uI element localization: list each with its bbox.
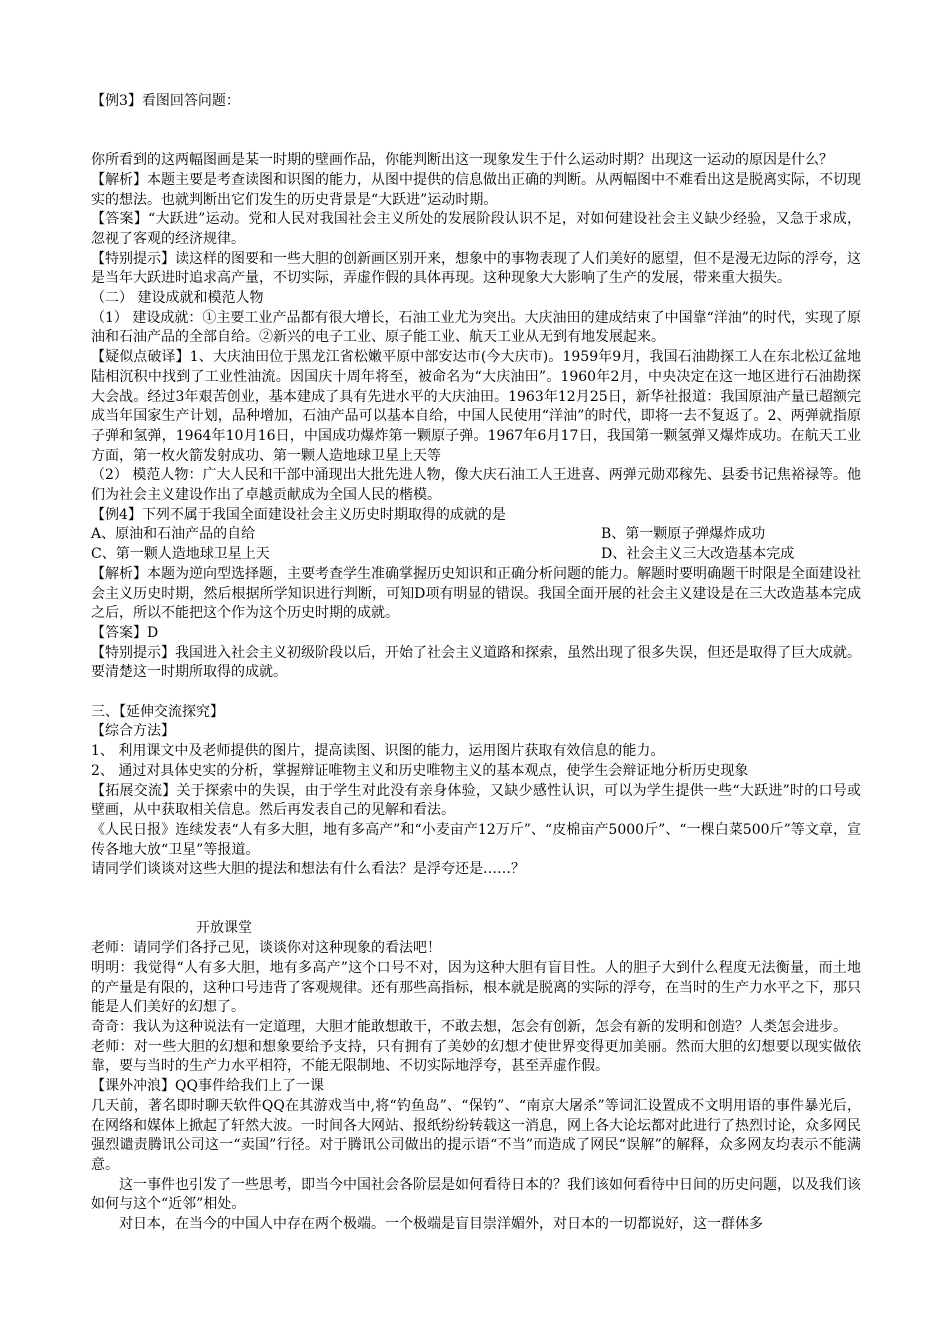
method-2: 2、 通过对具体史实的分析，掌握辩证唯物主义和历史唯物主义的基本观点，使学生会辩证地分析历史现象 xyxy=(91,762,749,779)
section3-heading: 三、【延伸交流探究】 xyxy=(91,703,224,720)
example3-title: 【例3】看图回答问题： xyxy=(91,93,240,109)
teacher-line-1: 老师：请同学们各抒己见，谈谈你对这种现象的看法吧！ xyxy=(91,940,441,957)
section2-models: （2） 模范人物：广大人民和干部中涌现出大批先进人物，像大庆石油工人王进喜、两弹元勋邓稼先、县委书记焦裕禄等。他们为社会主义建设作出了卓越贡献成为全国人民的楷模。 xyxy=(91,467,861,504)
spacer xyxy=(91,880,861,919)
section2-achievements: （1） 建设成就：①主要工业产品都有很大增长，石油工业尤为突出。大庆油田的建成结束了中国靠“洋油”的时代，实现了原油和石油产品的全部自给。②新兴的电子工业、原子能工业、航天工业从无到有地发展起来。 xyxy=(91,309,861,346)
people-daily: 《人民日报》连续发表“人有多大胆，地有多高产”和“小麦亩产12万斤”、“皮棉亩产5000斤”、“一棵白菜500斤”等文章，宣传各地大放“卫星”等报道。 xyxy=(91,821,861,858)
option-c: C、第一颗人造地球卫星上天 xyxy=(91,546,270,563)
qiqi-line: 奇奇：我认为这种说法有一定道理，大胆才能敢想敢干，不敢去想，怎会有创新，怎会有新的发明和创造？人类怎会进步。 xyxy=(91,1019,847,1035)
example4-analysis: 【解析】本题为逆向型选择题，主要考查学生准确掌握历史知识和正确分析问题的能力。解题时要明确题干时限是全面建设社会主义历史时期，然后根据所学知识进行判断，可知D项有明显的错误。我国全面开展的社会主义建设是在三大改造基本完成之后，所以不能把这个作为这个历史时期的成就。 xyxy=(91,565,861,622)
extra-para-1: 几天前，著名即时聊天软件QQ在其游戏当中,将“钓鱼岛”、“保钓”、“南京大屠杀”等词汇设置成不文明用语的事件暴光后，在网络和媒体上掀起了轩然大波。一时间各大网站、报纸纷纷转载这一消息，网上各大论坛都对此进行了热烈讨论，众多网民强烈谴责腾讯公司这一“卖国”行径。对于腾讯公司做出的提示语“不当”而造成了网民“误解”的解释，众多网友均表示不能满意。 xyxy=(91,1097,861,1173)
document-page xyxy=(91,92,861,1235)
section2-heading: （二） 建设成就和模范人物 xyxy=(91,290,264,307)
example4-question: 【例4】下列不属于我国全面建设社会主义历史时期取得的成就的是 xyxy=(91,506,506,523)
example4-options-row1 xyxy=(91,525,861,545)
example4-options-row2 xyxy=(91,545,861,565)
image-gap xyxy=(91,112,861,151)
extra-heading: 【课外冲浪】QQ事件给我们上了一课 xyxy=(91,1078,324,1095)
example3-analysis: 【解析】本题主要是考查读图和识图的能力，从图中提供的信息做出正确的判断。从两幅图中不难看出这是脱离实际，不切现实的想法。也就判断出它们发生的历史背景是“大跃进”运动时期。 xyxy=(91,171,861,208)
example3-tip: 【特别提示】读这样的图要和一些大胆的创新画区别开来，想象中的事物表现了人们美好的愿望，但不是漫无边际的浮夸，这是当年大跃进时追求高产量，不切实际，弄虚作假的具体再现。这种现象大大影响了生产的发展，带来重大损失。 xyxy=(91,250,861,287)
method-1: 1、 利用课文中及老师提供的图片，提高读图、识图的能力，运用图片获取有效信息的能力。 xyxy=(91,743,665,760)
example4-tip: 【特别提示】我国进入社会主义初级阶段以后，开始了社会主义道路和探索，虽然出现了很多失误，但还是取得了巨大成就。要清楚这一时期所取得的成就。 xyxy=(91,644,861,681)
option-b: B、第一颗原子弹爆炸成功 xyxy=(601,526,766,543)
spacer xyxy=(91,683,861,703)
mingming-line: 明明：我觉得“人有多大胆，地有多高产”这个口号不对，因为这种大胆有盲目性。人的胆子大到什么程度无法衡量，而土地的产量是有限的，这种口号违背了客观规律。还有那些高指标，根本就是脱离的实际的浮夸，在当时的生产力水平之下，那只能是人们美好的幻想了。 xyxy=(91,959,861,1016)
extra-para-3: 对日本，在当今的中国人中存在两个极端。一个极端是盲目崇洋媚外，对日本的一切都说好，这一群体多 xyxy=(119,1216,763,1233)
example3-question: 你所看到的这两幅图画是某一时期的壁画作品，你能判断出这一现象发生于什么运动时期？出现这一运动的原因是什么？ xyxy=(91,152,833,169)
example3-answer: 【答案】“大跃进”运动。党和人民对我国社会主义所处的发展阶段认识不足，对如何建设社会主义缺少经验，又急于求成，忽视了客观的经济规律。 xyxy=(91,211,861,247)
example4-answer: 【答案】D xyxy=(91,624,159,641)
discussion-prompt: 请同学们谈谈对这些大胆的提法和想法有什么看法？是浮夸还是……？ xyxy=(91,861,525,878)
methods-heading: 【综合方法】 xyxy=(91,723,175,740)
option-d: D、社会主义三大改造基本完成 xyxy=(601,546,795,563)
expand-exchange: 【拓展交流】关于探索中的失误，由于学生对此没有亲身体验，又缺少感性认识，可以为学生提供一些“大跃进”时的口号或壁画，从中获取相关信息。然后再发表自己的见解和看法。 xyxy=(91,782,861,819)
open-class-title: 开放课堂 xyxy=(196,920,252,937)
extra-para-2: 这一事件也引发了一些思考，即当今中国社会各阶层是如何看待日本的？我们该如何看待中日间的历史问题，以及我们该如何与这个“近邻”相处。 xyxy=(91,1176,861,1213)
option-a: A、原油和石油产品的自给 xyxy=(91,526,256,543)
teacher-line-2: 老师：对一些大胆的幻想和想象要给予支持，只有拥有了美妙的幻想才使世界变得更加美丽。然而大胆的幻想要以现实做依靠，要与当时的生产力水平相符，不能无限制地、不切实际地浮夸，甚至弄虚作假。 xyxy=(91,1038,861,1075)
section2-doubts: 【疑似点破译】1、大庆油田位于黑龙江省松嫩平原中部安达市(今大庆市)。1959年9月，我国石油勘探工人在东北松辽盆地陆相沉积中找到了工业性油流。因国庆十周年将至，被命名为“大庆油田”。1960年2月，中央决定在这一地区进行石油勘探大会战。经过3年艰苦创业，基本建成了具有先进水平的大庆油田。1963年12月25日，新华社报道：我国原油产量已超额完成当年国家生产计划，品种增加，石油产品可以基本自给，中国人民使用“洋油”的时代，即将一去不复返了。2、两弹就指原子弹和氢弹，1964年10月16日，中国成功爆炸第一颗原子弹。1967年6月17日，我国第一颗氢弹又爆炸成功。在航天工业方面，第一枚火箭发射成功、第一颗人造地球卫星上天等 xyxy=(91,349,861,464)
